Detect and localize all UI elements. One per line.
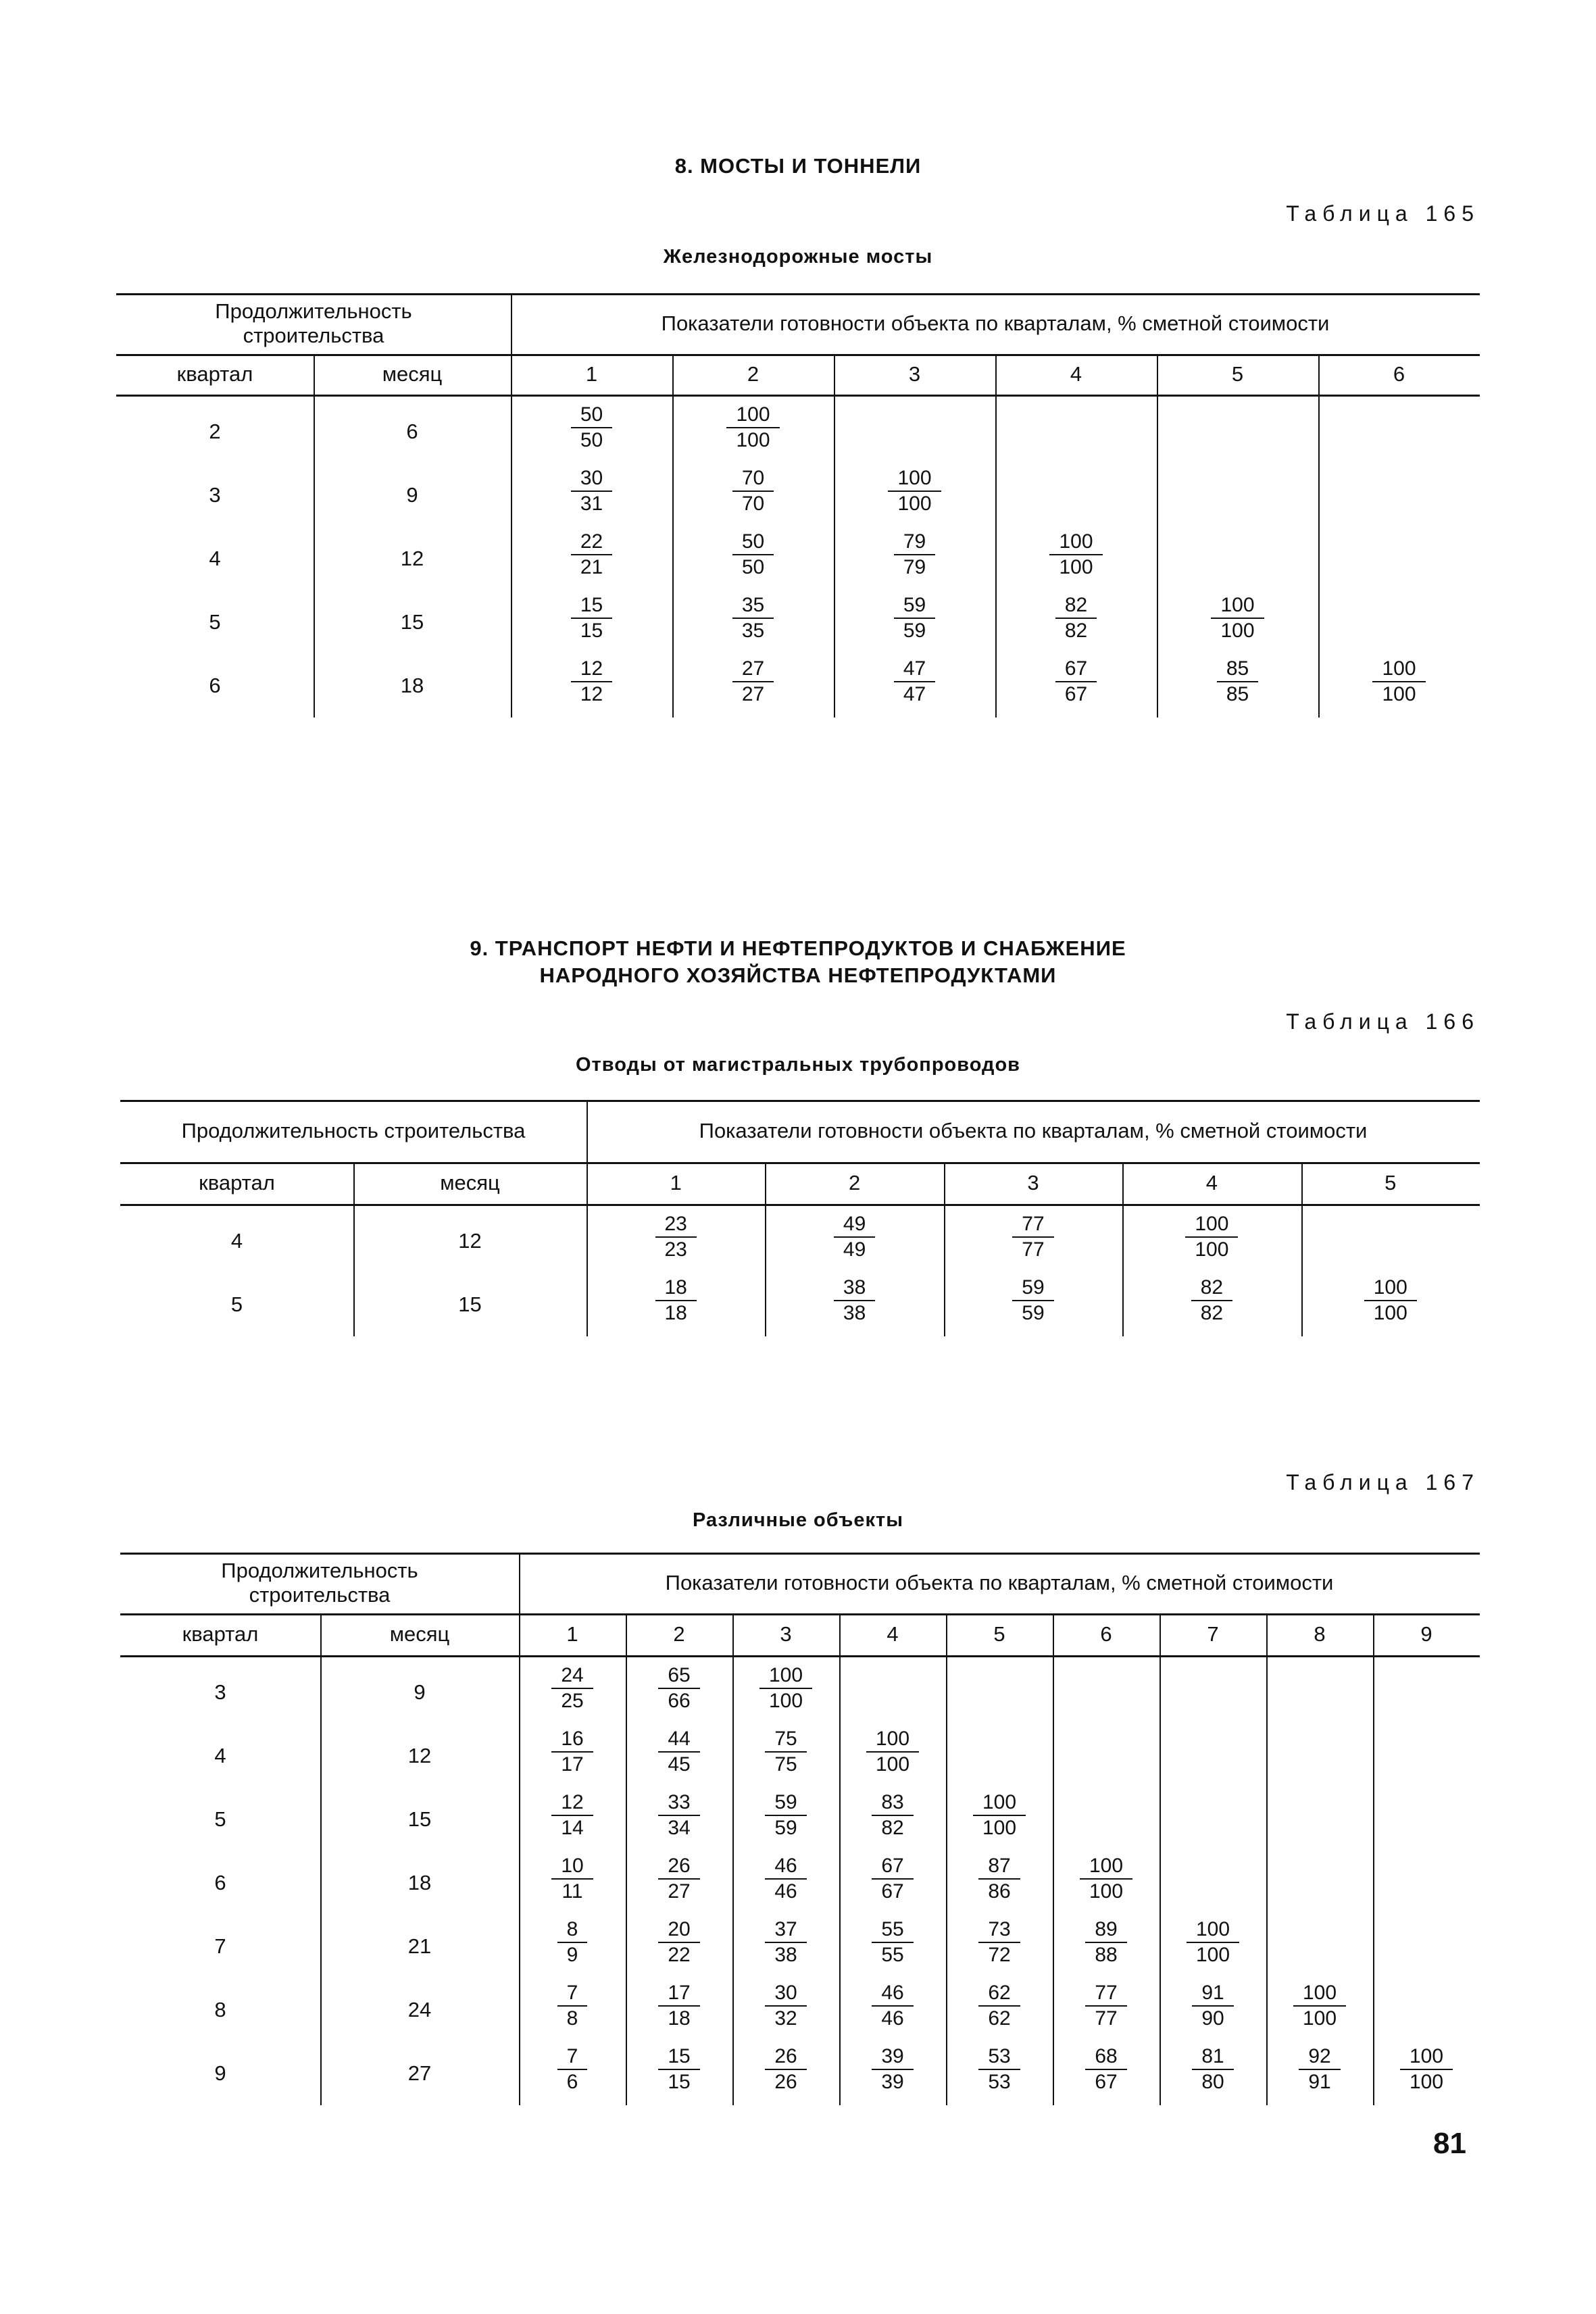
row-month: 12 xyxy=(407,1744,432,1767)
header-indicators: Показатели готовности объекта по кварталам, % сметной стоимости xyxy=(699,1119,1368,1142)
fraction-denominator: 100 xyxy=(1195,1238,1229,1261)
fraction-numerator: 100 xyxy=(866,1727,919,1753)
column-header-6: 6 xyxy=(1393,362,1405,386)
header-duration: Продолжительность строительства xyxy=(221,1559,418,1607)
fraction-denominator: 50 xyxy=(580,429,603,451)
fraction-numerator: 12 xyxy=(551,1790,593,1816)
fraction-value xyxy=(732,1854,839,1904)
fraction-numerator: 37 xyxy=(765,1917,806,1943)
fraction-denominator: 100 xyxy=(1409,2071,1444,2093)
fraction-value xyxy=(519,1981,626,2031)
fraction-denominator: 90 xyxy=(1201,2007,1224,2030)
fraction-value xyxy=(944,1276,1122,1326)
fraction-value xyxy=(1053,1981,1159,2031)
fraction-denominator: 27 xyxy=(668,1880,691,1903)
fraction-value xyxy=(626,1790,732,1840)
fraction-value xyxy=(946,1854,1053,1904)
table-vline xyxy=(1159,1613,1161,2105)
column-header-4: 4 xyxy=(887,1622,899,1646)
fraction-numerator: 50 xyxy=(732,530,774,555)
column-header-2: 2 xyxy=(747,362,759,386)
fraction-denominator: 21 xyxy=(580,556,603,578)
section-title-line: НАРОДНОГО ХОЗЯЙСТВА НЕФТЕПРОДУКТАМИ xyxy=(539,963,1057,987)
fraction-numerator: 15 xyxy=(571,593,612,619)
row-quarter: 7 xyxy=(214,1934,226,1958)
fraction-value xyxy=(834,593,995,643)
fraction-denominator: 100 xyxy=(1089,1880,1124,1903)
fraction-denominator: 59 xyxy=(774,1817,797,1839)
row-quarter: 3 xyxy=(209,483,221,507)
column-header-1: 1 xyxy=(670,1171,682,1194)
header-duration: Продолжительность строительства xyxy=(215,299,412,347)
fraction-numerator: 100 xyxy=(1293,1981,1346,2007)
fraction-numerator: 100 xyxy=(1372,657,1425,682)
fraction-numerator: 50 xyxy=(571,403,612,428)
column-header-6: 6 xyxy=(1100,1622,1112,1646)
fraction-value xyxy=(1053,1917,1159,1967)
fraction-numerator: 100 xyxy=(973,1790,1026,1816)
table-166 xyxy=(120,1100,1480,1340)
fraction-numerator: 92 xyxy=(1299,2044,1340,2070)
fraction-denominator: 38 xyxy=(843,1302,866,1324)
fraction-denominator: 9 xyxy=(566,1944,578,1966)
fraction-numerator: 100 xyxy=(1049,530,1102,555)
fraction-numerator: 62 xyxy=(978,1981,1020,2007)
fraction-numerator: 100 xyxy=(1400,2044,1453,2070)
fraction-denominator: 100 xyxy=(1195,1944,1230,1966)
fraction-value xyxy=(511,466,672,516)
row-quarter: 5 xyxy=(214,1807,226,1831)
row-month: 9 xyxy=(414,1680,426,1704)
fraction-denominator: 70 xyxy=(741,493,765,515)
row-month: 6 xyxy=(406,420,418,443)
row-quarter: 4 xyxy=(214,1744,226,1767)
table-caption-166: Отводы от магистральных трубопроводов xyxy=(576,1054,1020,1076)
fraction-value xyxy=(626,2044,732,2094)
fraction-denominator: 38 xyxy=(774,1944,797,1966)
fraction-value xyxy=(732,1727,839,1777)
fraction-numerator: 82 xyxy=(1055,593,1097,619)
row-quarter: 8 xyxy=(214,1998,226,2021)
fraction-denominator: 31 xyxy=(580,493,603,515)
fraction-numerator: 46 xyxy=(872,1981,913,2007)
fraction-denominator: 100 xyxy=(1220,620,1255,642)
row-month: 9 xyxy=(406,483,418,507)
fraction-denominator: 18 xyxy=(664,1302,687,1324)
table-rule-subheader xyxy=(120,1655,1480,1657)
fraction-numerator: 18 xyxy=(655,1276,697,1301)
fraction-denominator: 46 xyxy=(881,2007,904,2030)
fraction-value xyxy=(672,466,834,516)
fraction-value xyxy=(511,403,672,453)
fraction-numerator: 7 xyxy=(557,1981,588,2007)
fraction-value xyxy=(944,1212,1122,1262)
fraction-denominator: 77 xyxy=(1095,2007,1118,2030)
fraction-value xyxy=(946,2044,1053,2094)
fraction-numerator: 12 xyxy=(571,657,612,682)
fraction-denominator: 85 xyxy=(1226,683,1249,705)
fraction-numerator: 20 xyxy=(658,1917,699,1943)
fraction-denominator: 6 xyxy=(566,2071,578,2093)
fraction-numerator: 26 xyxy=(658,1854,699,1880)
fraction-value xyxy=(834,466,995,516)
fraction-value xyxy=(765,1212,943,1262)
fraction-numerator: 77 xyxy=(1085,1981,1126,2007)
fraction-value xyxy=(732,1790,839,1840)
row-quarter: 3 xyxy=(214,1680,226,1704)
fraction-numerator: 30 xyxy=(571,466,612,492)
table-caption-165: Железнодорожные мосты xyxy=(663,246,933,268)
fraction-value xyxy=(1122,1212,1301,1262)
fraction-denominator: 32 xyxy=(774,2007,797,2030)
fraction-denominator: 100 xyxy=(875,1753,910,1776)
header-indicators: Показатели готовности объекта по кварталам, % сметной стоимости xyxy=(665,1571,1334,1594)
fraction-numerator: 55 xyxy=(872,1917,913,1943)
fraction-value xyxy=(626,1663,732,1713)
fraction-denominator: 67 xyxy=(881,1880,904,1903)
table-rule-subheader xyxy=(120,1204,1480,1206)
fraction-denominator: 66 xyxy=(668,1690,691,1712)
fraction-denominator: 62 xyxy=(988,2007,1011,2030)
subheader-quarter: квартал xyxy=(182,1622,259,1646)
row-quarter: 2 xyxy=(209,420,221,443)
fraction-value xyxy=(587,1276,765,1326)
fraction-value xyxy=(834,530,995,580)
fraction-numerator: 85 xyxy=(1217,657,1258,682)
fraction-value xyxy=(626,1981,732,2031)
subheader-quarter: квартал xyxy=(199,1171,275,1194)
fraction-value xyxy=(587,1212,765,1262)
fraction-value xyxy=(519,1854,626,1904)
fraction-value xyxy=(519,1917,626,1967)
fraction-denominator: 67 xyxy=(1095,2071,1118,2093)
fraction-denominator: 23 xyxy=(664,1238,687,1261)
fraction-denominator: 72 xyxy=(988,1944,1011,1966)
fraction-denominator: 82 xyxy=(881,1817,904,1839)
fraction-numerator: 77 xyxy=(1012,1212,1053,1238)
column-header-3: 3 xyxy=(1027,1171,1039,1194)
column-header-8: 8 xyxy=(1314,1622,1326,1646)
fraction-value xyxy=(1053,2044,1159,2094)
fraction-numerator: 100 xyxy=(888,466,941,492)
column-header-1: 1 xyxy=(585,362,598,386)
fraction-value xyxy=(1159,1981,1266,2031)
table-vline xyxy=(1266,1613,1268,2105)
fraction-value xyxy=(1122,1276,1301,1326)
fraction-denominator: 59 xyxy=(1022,1302,1045,1324)
row-quarter: 6 xyxy=(214,1871,226,1894)
row-month: 18 xyxy=(407,1871,432,1894)
fraction-denominator: 11 xyxy=(562,1880,583,1903)
row-month: 15 xyxy=(458,1292,482,1316)
fraction-value xyxy=(1159,2044,1266,2094)
fraction-denominator: 82 xyxy=(1200,1302,1224,1324)
fraction-numerator: 70 xyxy=(732,466,774,492)
row-month: 15 xyxy=(407,1807,432,1831)
fraction-value xyxy=(1301,1276,1480,1326)
fraction-numerator: 100 xyxy=(1185,1212,1238,1238)
header-indicators: Показатели готовности объекта по кварталам, % сметной стоимости xyxy=(661,311,1330,335)
fraction-denominator: 45 xyxy=(668,1753,691,1776)
fraction-denominator: 50 xyxy=(741,556,765,578)
fraction-numerator: 67 xyxy=(1055,657,1097,682)
fraction-value xyxy=(995,657,1157,707)
row-month: 12 xyxy=(458,1229,482,1253)
fraction-value xyxy=(672,530,834,580)
fraction-numerator: 100 xyxy=(1211,593,1264,619)
page-number: 81 xyxy=(1433,2127,1466,2160)
fraction-value xyxy=(839,1727,946,1777)
section-title-8 xyxy=(0,153,1596,180)
fraction-value xyxy=(672,593,834,643)
fraction-value xyxy=(732,1917,839,1967)
fraction-numerator: 15 xyxy=(658,2044,699,2070)
fraction-denominator: 46 xyxy=(774,1880,797,1903)
fraction-numerator: 65 xyxy=(658,1663,699,1689)
fraction-value xyxy=(834,657,995,707)
row-month: 21 xyxy=(407,1934,432,1958)
fraction-numerator: 67 xyxy=(872,1854,913,1880)
row-quarter: 9 xyxy=(214,2061,226,2085)
table-rule-subheader xyxy=(116,395,1480,397)
fraction-value xyxy=(672,657,834,707)
column-header-4: 4 xyxy=(1070,362,1082,386)
fraction-numerator: 75 xyxy=(765,1727,806,1753)
fraction-denominator: 35 xyxy=(741,620,765,642)
fraction-numerator: 100 xyxy=(1364,1276,1417,1301)
fraction-value xyxy=(511,593,672,643)
fraction-denominator: 18 xyxy=(668,2007,691,2030)
fraction-numerator: 83 xyxy=(872,1790,913,1816)
column-header-7: 7 xyxy=(1207,1622,1219,1646)
fraction-value xyxy=(626,1854,732,1904)
row-month: 18 xyxy=(400,674,424,697)
fraction-numerator: 53 xyxy=(978,2044,1020,2070)
fraction-denominator: 34 xyxy=(668,1817,691,1839)
fraction-numerator: 59 xyxy=(1012,1276,1053,1301)
fraction-value xyxy=(519,1727,626,1777)
column-header-5: 5 xyxy=(993,1622,1005,1646)
fraction-numerator: 27 xyxy=(732,657,774,682)
column-header-5: 5 xyxy=(1385,1171,1397,1194)
fraction-denominator: 67 xyxy=(1064,683,1088,705)
fraction-value xyxy=(839,1917,946,1967)
table-165 xyxy=(116,293,1480,713)
row-month: 24 xyxy=(407,1998,432,2021)
fraction-denominator: 15 xyxy=(580,620,603,642)
table-caption-167: Различные объекты xyxy=(692,1509,904,1531)
fraction-denominator: 100 xyxy=(897,493,932,515)
fraction-denominator: 8 xyxy=(566,2007,578,2030)
fraction-denominator: 91 xyxy=(1308,2071,1331,2093)
column-header-3: 3 xyxy=(908,362,921,386)
fraction-value xyxy=(1266,1981,1373,2031)
subheader-month: месяц xyxy=(389,1622,450,1646)
fraction-denominator: 100 xyxy=(982,1817,1017,1839)
fraction-value xyxy=(511,657,672,707)
fraction-value xyxy=(519,2044,626,2094)
fraction-denominator: 86 xyxy=(988,1880,1011,1903)
fraction-denominator: 100 xyxy=(1302,2007,1337,2030)
fraction-denominator: 39 xyxy=(881,2071,904,2093)
fraction-numerator: 46 xyxy=(765,1854,806,1880)
fraction-numerator: 73 xyxy=(978,1917,1020,1943)
header-duration: Продолжительность строительства xyxy=(181,1119,526,1142)
fraction-denominator: 22 xyxy=(668,1944,691,1966)
fraction-numerator: 100 xyxy=(1080,1854,1132,1880)
fraction-numerator: 17 xyxy=(658,1981,699,2007)
column-header-9: 9 xyxy=(1420,1622,1432,1646)
fraction-denominator: 80 xyxy=(1201,2071,1224,2093)
fraction-denominator: 79 xyxy=(903,556,926,578)
fraction-numerator: 47 xyxy=(894,657,935,682)
fraction-numerator: 59 xyxy=(894,593,935,619)
fraction-denominator: 47 xyxy=(903,683,926,705)
fraction-value xyxy=(1053,1854,1159,1904)
fraction-denominator: 88 xyxy=(1095,1944,1118,1966)
fraction-value xyxy=(1159,1917,1266,1967)
fraction-value xyxy=(1157,593,1318,643)
column-header-2: 2 xyxy=(673,1622,685,1646)
section-title-9 xyxy=(0,935,1596,989)
fraction-value xyxy=(995,593,1157,643)
section-title-line: 9. ТРАНСПОРТ НЕФТИ И НЕФТЕПРОДУКТОВ И СНАБЖЕНИЕ xyxy=(470,936,1126,960)
fraction-value xyxy=(946,1790,1053,1840)
fraction-numerator: 100 xyxy=(726,403,779,428)
fraction-numerator: 81 xyxy=(1192,2044,1233,2070)
fraction-value xyxy=(839,2044,946,2094)
fraction-denominator: 59 xyxy=(903,620,926,642)
fraction-denominator: 100 xyxy=(736,429,770,451)
fraction-numerator: 39 xyxy=(872,2044,913,2070)
column-header-3: 3 xyxy=(780,1622,792,1646)
fraction-denominator: 82 xyxy=(1064,620,1088,642)
fraction-denominator: 27 xyxy=(741,683,765,705)
row-quarter: 4 xyxy=(230,1229,243,1253)
subheader-month: месяц xyxy=(440,1171,500,1194)
table-label-167: Таблица 167 xyxy=(1286,1470,1480,1494)
column-header-1: 1 xyxy=(566,1622,578,1646)
fraction-denominator: 100 xyxy=(1373,1302,1407,1324)
row-quarter: 6 xyxy=(209,674,221,697)
section-title-line: 8. МОСТЫ И ТОННЕЛИ xyxy=(674,154,922,178)
fraction-numerator: 87 xyxy=(978,1854,1020,1880)
fraction-denominator: 26 xyxy=(774,2071,797,2093)
fraction-numerator: 44 xyxy=(658,1727,699,1753)
fraction-denominator: 77 xyxy=(1022,1238,1045,1261)
fraction-numerator: 100 xyxy=(759,1663,812,1689)
fraction-value xyxy=(519,1663,626,1713)
column-header-2: 2 xyxy=(848,1171,861,1194)
fraction-numerator: 16 xyxy=(551,1727,593,1753)
row-quarter: 4 xyxy=(209,547,221,570)
row-month: 12 xyxy=(400,547,424,570)
fraction-value xyxy=(1318,657,1480,707)
fraction-value xyxy=(1157,657,1318,707)
fraction-numerator: 23 xyxy=(655,1212,697,1238)
fraction-numerator: 7 xyxy=(557,2044,588,2070)
row-month: 15 xyxy=(400,610,424,634)
fraction-value xyxy=(511,530,672,580)
fraction-numerator: 49 xyxy=(834,1212,875,1238)
fraction-denominator: 25 xyxy=(561,1690,584,1712)
fraction-denominator: 15 xyxy=(668,2071,691,2093)
fraction-numerator: 10 xyxy=(551,1854,593,1880)
row-quarter: 5 xyxy=(230,1292,243,1316)
fraction-numerator: 8 xyxy=(557,1917,588,1943)
fraction-numerator: 35 xyxy=(732,593,774,619)
fraction-value xyxy=(732,2044,839,2094)
fraction-numerator: 82 xyxy=(1191,1276,1232,1301)
fraction-numerator: 30 xyxy=(765,1981,806,2007)
table-vline xyxy=(1373,1613,1374,2105)
fraction-numerator: 38 xyxy=(834,1276,875,1301)
fraction-denominator: 55 xyxy=(881,1944,904,1966)
column-header-5: 5 xyxy=(1231,362,1244,386)
fraction-numerator: 59 xyxy=(765,1790,806,1816)
fraction-value xyxy=(626,1917,732,1967)
row-month: 27 xyxy=(407,2061,432,2085)
fraction-value xyxy=(839,1854,946,1904)
fraction-value xyxy=(1373,2044,1480,2094)
column-header-4: 4 xyxy=(1205,1171,1218,1194)
row-quarter: 5 xyxy=(209,610,221,634)
fraction-value xyxy=(839,1790,946,1840)
fraction-numerator: 79 xyxy=(894,530,935,555)
fraction-denominator: 75 xyxy=(774,1753,797,1776)
fraction-value xyxy=(946,1917,1053,1967)
fraction-denominator: 100 xyxy=(1059,556,1093,578)
fraction-value xyxy=(1266,2044,1373,2094)
fraction-value xyxy=(732,1981,839,2031)
fraction-denominator: 14 xyxy=(561,1817,584,1839)
fraction-numerator: 26 xyxy=(765,2044,806,2070)
table-label-166: Таблица 166 xyxy=(1286,1009,1480,1034)
fraction-numerator: 91 xyxy=(1192,1981,1233,2007)
fraction-denominator: 12 xyxy=(580,683,603,705)
fraction-denominator: 100 xyxy=(768,1690,803,1712)
fraction-numerator: 22 xyxy=(571,530,612,555)
fraction-denominator: 53 xyxy=(988,2071,1011,2093)
fraction-value xyxy=(765,1276,943,1326)
subheader-quarter: квартал xyxy=(176,362,253,386)
fraction-numerator: 89 xyxy=(1085,1917,1126,1943)
fraction-numerator: 24 xyxy=(551,1663,593,1689)
fraction-denominator: 17 xyxy=(561,1753,584,1776)
fraction-value xyxy=(672,403,834,453)
fraction-value xyxy=(839,1981,946,2031)
fraction-denominator: 100 xyxy=(1382,683,1416,705)
fraction-numerator: 68 xyxy=(1085,2044,1126,2070)
fraction-value xyxy=(519,1790,626,1840)
table-167 xyxy=(120,1553,1480,2103)
fraction-value xyxy=(946,1981,1053,2031)
fraction-denominator: 49 xyxy=(843,1238,866,1261)
fraction-value xyxy=(995,530,1157,580)
fraction-numerator: 100 xyxy=(1187,1917,1239,1943)
table-label-165: Таблица 165 xyxy=(1286,201,1480,226)
fraction-value xyxy=(732,1663,839,1713)
fraction-value xyxy=(626,1727,732,1777)
fraction-numerator: 33 xyxy=(658,1790,699,1816)
subheader-month: месяц xyxy=(382,362,443,386)
